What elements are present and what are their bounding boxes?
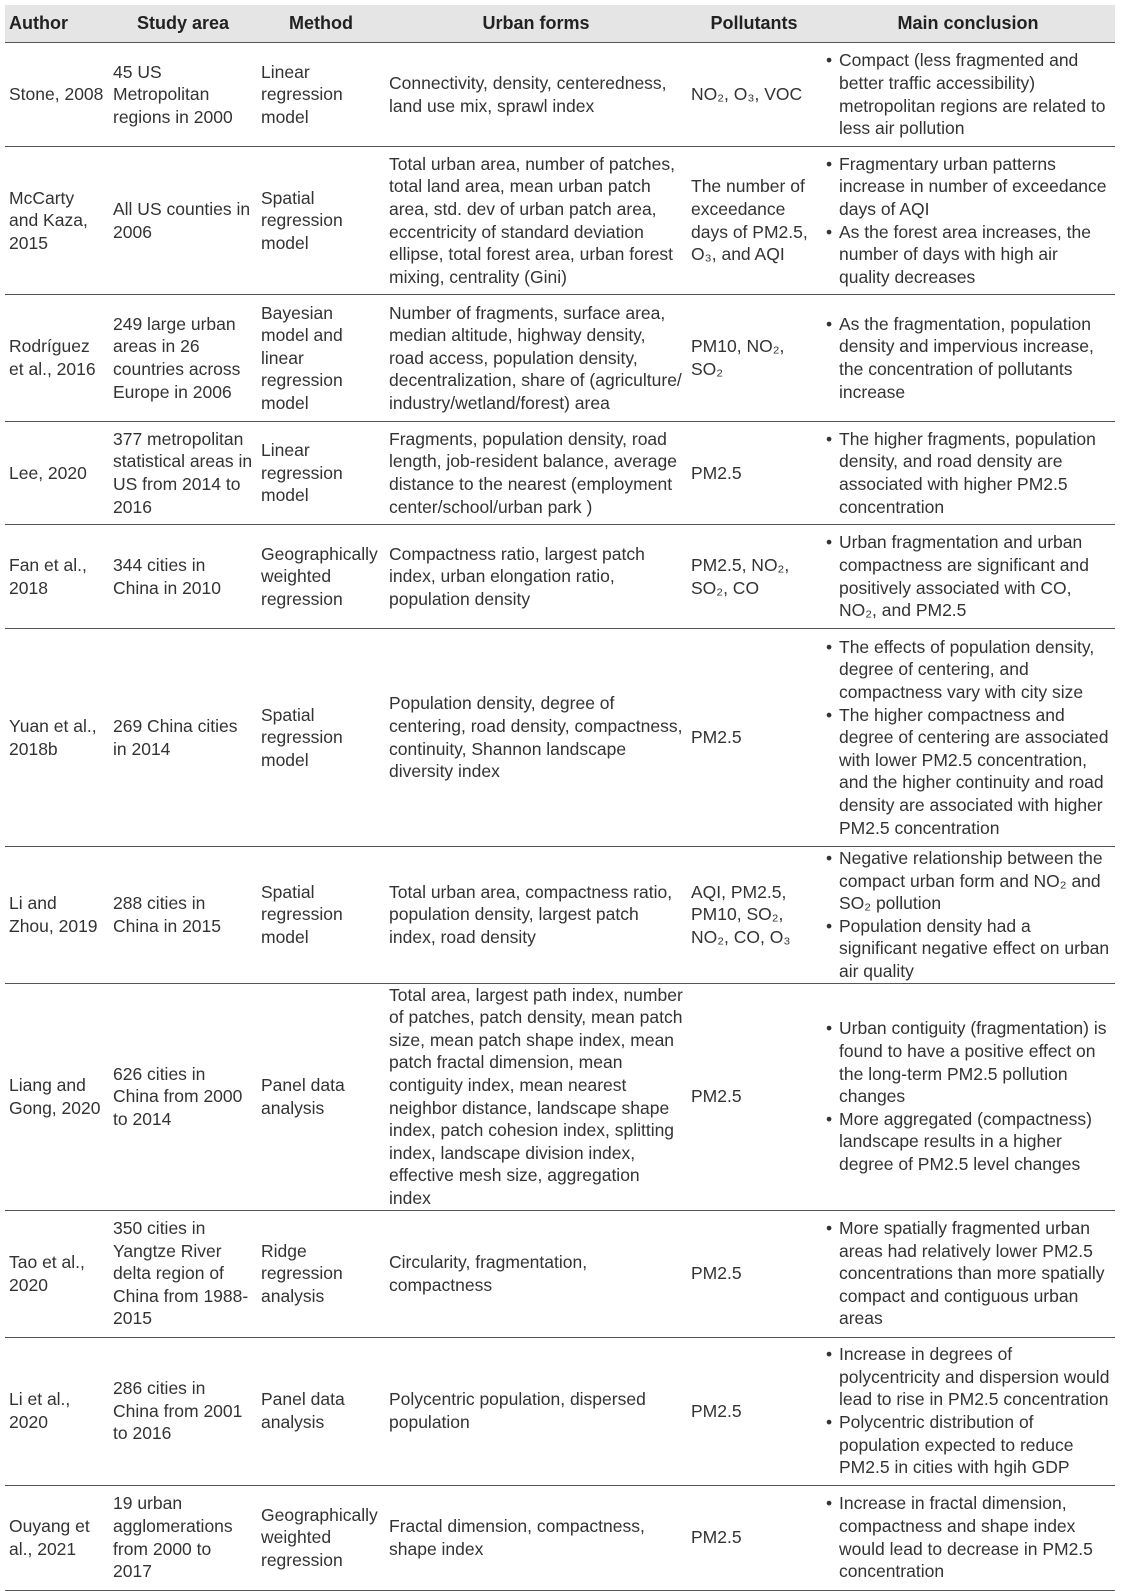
cell-method: Geographically weighted regression — [257, 1485, 385, 1590]
cell-method: Panel data analysis — [257, 1337, 385, 1485]
cell-urban-forms: Number of fragments, surface area, median altitude, highway density, road access, population density, decentralization, share of (agriculture/ industry/wetland/forest) area — [385, 295, 687, 422]
cell-main-conclusion — [821, 422, 1115, 525]
cell-author: Fan et al., 2018 — [5, 525, 109, 629]
conclusion-item: • Fragmentary urban patterns increase in number of exceedance days of AQI — [825, 153, 1112, 221]
conclusion-item: • The effects of population density, degree of centering, and compactness vary with city size — [825, 636, 1112, 704]
header-urban-forms: Urban forms — [385, 5, 687, 43]
conclusion-list — [825, 1343, 1112, 1479]
cell-pollutants: PM2.5 — [687, 1485, 821, 1590]
conclusion-item: • As the forest area increases, the number of days with high air quality decreases — [825, 221, 1112, 289]
conclusion-item: • As the fragmentation, population density and impervious increase, the concentration of pollutants increase — [825, 313, 1112, 403]
conclusion-list — [825, 428, 1112, 518]
conclusion-item: • Increase in degrees of polycentricity and dispersion would lead to rise in PM2.5 concentration — [825, 1343, 1112, 1411]
header-method: Method — [257, 5, 385, 43]
table-row — [5, 43, 1115, 147]
header-author: Author — [5, 5, 109, 43]
literature-review-table — [5, 5, 1115, 1591]
cell-study-area: 286 cities in China from 2001 to 2016 — [109, 1337, 257, 1485]
cell-study-area: 344 cities in China in 2010 — [109, 525, 257, 629]
cell-urban-forms: Total urban area, compactness ratio, population density, largest patch index, road density — [385, 847, 687, 984]
table-row — [5, 525, 1115, 629]
cell-main-conclusion — [821, 43, 1115, 147]
conclusion-list — [825, 1492, 1112, 1582]
conclusion-item: • Population density had a significant negative effect on urban air quality — [825, 915, 1112, 983]
cell-method: Spatial regression model — [257, 847, 385, 984]
conclusion-item: • The higher fragments, population density, and road density are associated with higher PM2.5 concentration — [825, 428, 1112, 518]
cell-urban-forms: Total urban area, number of patches, total land area, mean urban patch area, std. dev of urban patch area, eccentricity of standard deviation ellipse, total forest area, urban forest mixing, centrality (Gini) — [385, 147, 687, 295]
cell-study-area: All US counties in 2006 — [109, 147, 257, 295]
cell-main-conclusion — [821, 629, 1115, 847]
cell-author: Rodríguez et al., 2016 — [5, 295, 109, 422]
cell-pollutants: PM10, NO₂, SO₂ — [687, 295, 821, 422]
cell-urban-forms: Polycentric population, dispersed population — [385, 1337, 687, 1485]
cell-pollutants: PM2.5, NO₂, SO₂, CO — [687, 525, 821, 629]
conclusion-list — [825, 531, 1112, 621]
cell-urban-forms: Fragments, population density, road length, job-resident balance, average distance to the nearest (employment center/school/urban park ) — [385, 422, 687, 525]
conclusion-list — [825, 1217, 1112, 1330]
cell-urban-forms: Total area, largest path index, number of patches, patch density, mean patch size, mean patch shape index, mean patch fractal dimension, mean contiguity index, mean nearest neighbor distance, landscape shape index, patch cohesion index, splitting index, landscape division index, effective mesh size, aggregation index — [385, 983, 687, 1210]
table-row — [5, 629, 1115, 847]
cell-study-area: 45 US Metropolitan regions in 2000 — [109, 43, 257, 147]
header-row — [5, 5, 1115, 43]
cell-study-area: 350 cities in Yangtze River delta region of China from 1988-2015 — [109, 1210, 257, 1337]
header-pollutants: Pollutants — [687, 5, 821, 43]
cell-author: Ouyang et al., 2021 — [5, 1485, 109, 1590]
cell-method: Spatial regression model — [257, 629, 385, 847]
conclusion-item: • Urban contiguity (fragmentation) is found to have a positive effect on the long-term PM2.5 pollution changes — [825, 1017, 1112, 1107]
conclusion-item: • More spatially fragmented urban areas had relatively lower PM2.5 concentrations than more spatially compact and contiguous urban areas — [825, 1217, 1112, 1330]
cell-pollutants: PM2.5 — [687, 1210, 821, 1337]
cell-author: Yuan et al., 2018b — [5, 629, 109, 847]
table-row — [5, 847, 1115, 984]
literature-table-container — [5, 5, 1115, 1591]
conclusion-item: • Polycentric distribution of population expected to reduce PM2.5 in cities with hgih GDP — [825, 1411, 1112, 1479]
header-main-conclusion: Main conclusion — [821, 5, 1115, 43]
table-row — [5, 1485, 1115, 1590]
cell-study-area: 249 large urban areas in 26 countries across Europe in 2006 — [109, 295, 257, 422]
table-row — [5, 983, 1115, 1210]
conclusion-item: • More aggregated (compactness) landscape results in a higher degree of PM2.5 level changes — [825, 1108, 1112, 1176]
cell-pollutants: AQI, PM2.5, PM10, SO₂, NO₂, CO, O₃ — [687, 847, 821, 984]
cell-pollutants: NO₂, O₃, VOC — [687, 43, 821, 147]
cell-main-conclusion — [821, 983, 1115, 1210]
cell-main-conclusion — [821, 847, 1115, 984]
cell-method: Panel data analysis — [257, 983, 385, 1210]
table-row — [5, 422, 1115, 525]
table-row — [5, 147, 1115, 295]
cell-urban-forms: Fractal dimension, compactness, shape index — [385, 1485, 687, 1590]
conclusion-item: • Negative relationship between the compact urban form and NO₂ and SO₂ pollution — [825, 847, 1112, 915]
cell-pollutants: The number of exceedance days of PM2.5, O₃, and AQI — [687, 147, 821, 295]
cell-study-area: 626 cities in China from 2000 to 2014 — [109, 983, 257, 1210]
conclusion-item: • Compact (less fragmented and better traffic accessibility) metropolitan regions are related to less air pollution — [825, 49, 1112, 139]
cell-study-area: 269 China cities in 2014 — [109, 629, 257, 847]
cell-author: Stone, 2008 — [5, 43, 109, 147]
conclusion-list — [825, 1017, 1112, 1175]
cell-urban-forms: Circularity, fragmentation, compactness — [385, 1210, 687, 1337]
table-row — [5, 1210, 1115, 1337]
cell-study-area: 288 cities in China in 2015 — [109, 847, 257, 984]
cell-pollutants: PM2.5 — [687, 629, 821, 847]
table-row — [5, 295, 1115, 422]
table-header — [5, 5, 1115, 43]
cell-main-conclusion — [821, 1210, 1115, 1337]
cell-study-area: 377 metropolitan statistical areas in US from 2014 to 2016 — [109, 422, 257, 525]
cell-method: Geographically weighted regression — [257, 525, 385, 629]
cell-pollutants: PM2.5 — [687, 983, 821, 1210]
conclusion-list — [825, 49, 1112, 139]
conclusion-list — [825, 847, 1112, 983]
cell-main-conclusion — [821, 1485, 1115, 1590]
cell-method: Spatial regression model — [257, 147, 385, 295]
header-study-area: Study area — [109, 5, 257, 43]
cell-main-conclusion — [821, 525, 1115, 629]
cell-author: Li et al., 2020 — [5, 1337, 109, 1485]
cell-pollutants: PM2.5 — [687, 1337, 821, 1485]
conclusion-item: • Urban fragmentation and urban compactness are significant and positively associated with CO, NO₂, and PM2.5 — [825, 531, 1112, 621]
table-body — [5, 43, 1115, 1591]
cell-main-conclusion — [821, 1337, 1115, 1485]
table-row — [5, 1337, 1115, 1485]
cell-method: Bayesian model and linear regression model — [257, 295, 385, 422]
cell-urban-forms: Connectivity, density, centeredness, land use mix, sprawl index — [385, 43, 687, 147]
cell-urban-forms: Compactness ratio, largest patch index, urban elongation ratio, population density — [385, 525, 687, 629]
conclusion-item: • The higher compactness and degree of centering are associated with lower PM2.5 concentration, and the higher continuity and road density are associated with higher PM2.5 concentration — [825, 704, 1112, 840]
cell-main-conclusion — [821, 295, 1115, 422]
cell-method: Linear regression model — [257, 422, 385, 525]
cell-study-area: 19 urban agglomerations from 2000 to 2017 — [109, 1485, 257, 1590]
cell-author: Li and Zhou, 2019 — [5, 847, 109, 984]
cell-main-conclusion — [821, 147, 1115, 295]
cell-urban-forms: Population density, degree of centering, road density, compactness, continuity, Shannon landscape diversity index — [385, 629, 687, 847]
cell-method: Linear regression model — [257, 43, 385, 147]
conclusion-list — [825, 153, 1112, 289]
cell-method: Ridge regression analysis — [257, 1210, 385, 1337]
cell-author: Tao et al., 2020 — [5, 1210, 109, 1337]
conclusion-list — [825, 313, 1112, 403]
cell-pollutants: PM2.5 — [687, 422, 821, 525]
cell-author: McCarty and Kaza, 2015 — [5, 147, 109, 295]
conclusion-list — [825, 636, 1112, 839]
conclusion-item: • Increase in fractal dimension, compactness and shape index would lead to decrease in PM2.5 concentration — [825, 1492, 1112, 1582]
cell-author: Lee, 2020 — [5, 422, 109, 525]
cell-author: Liang and Gong, 2020 — [5, 983, 109, 1210]
